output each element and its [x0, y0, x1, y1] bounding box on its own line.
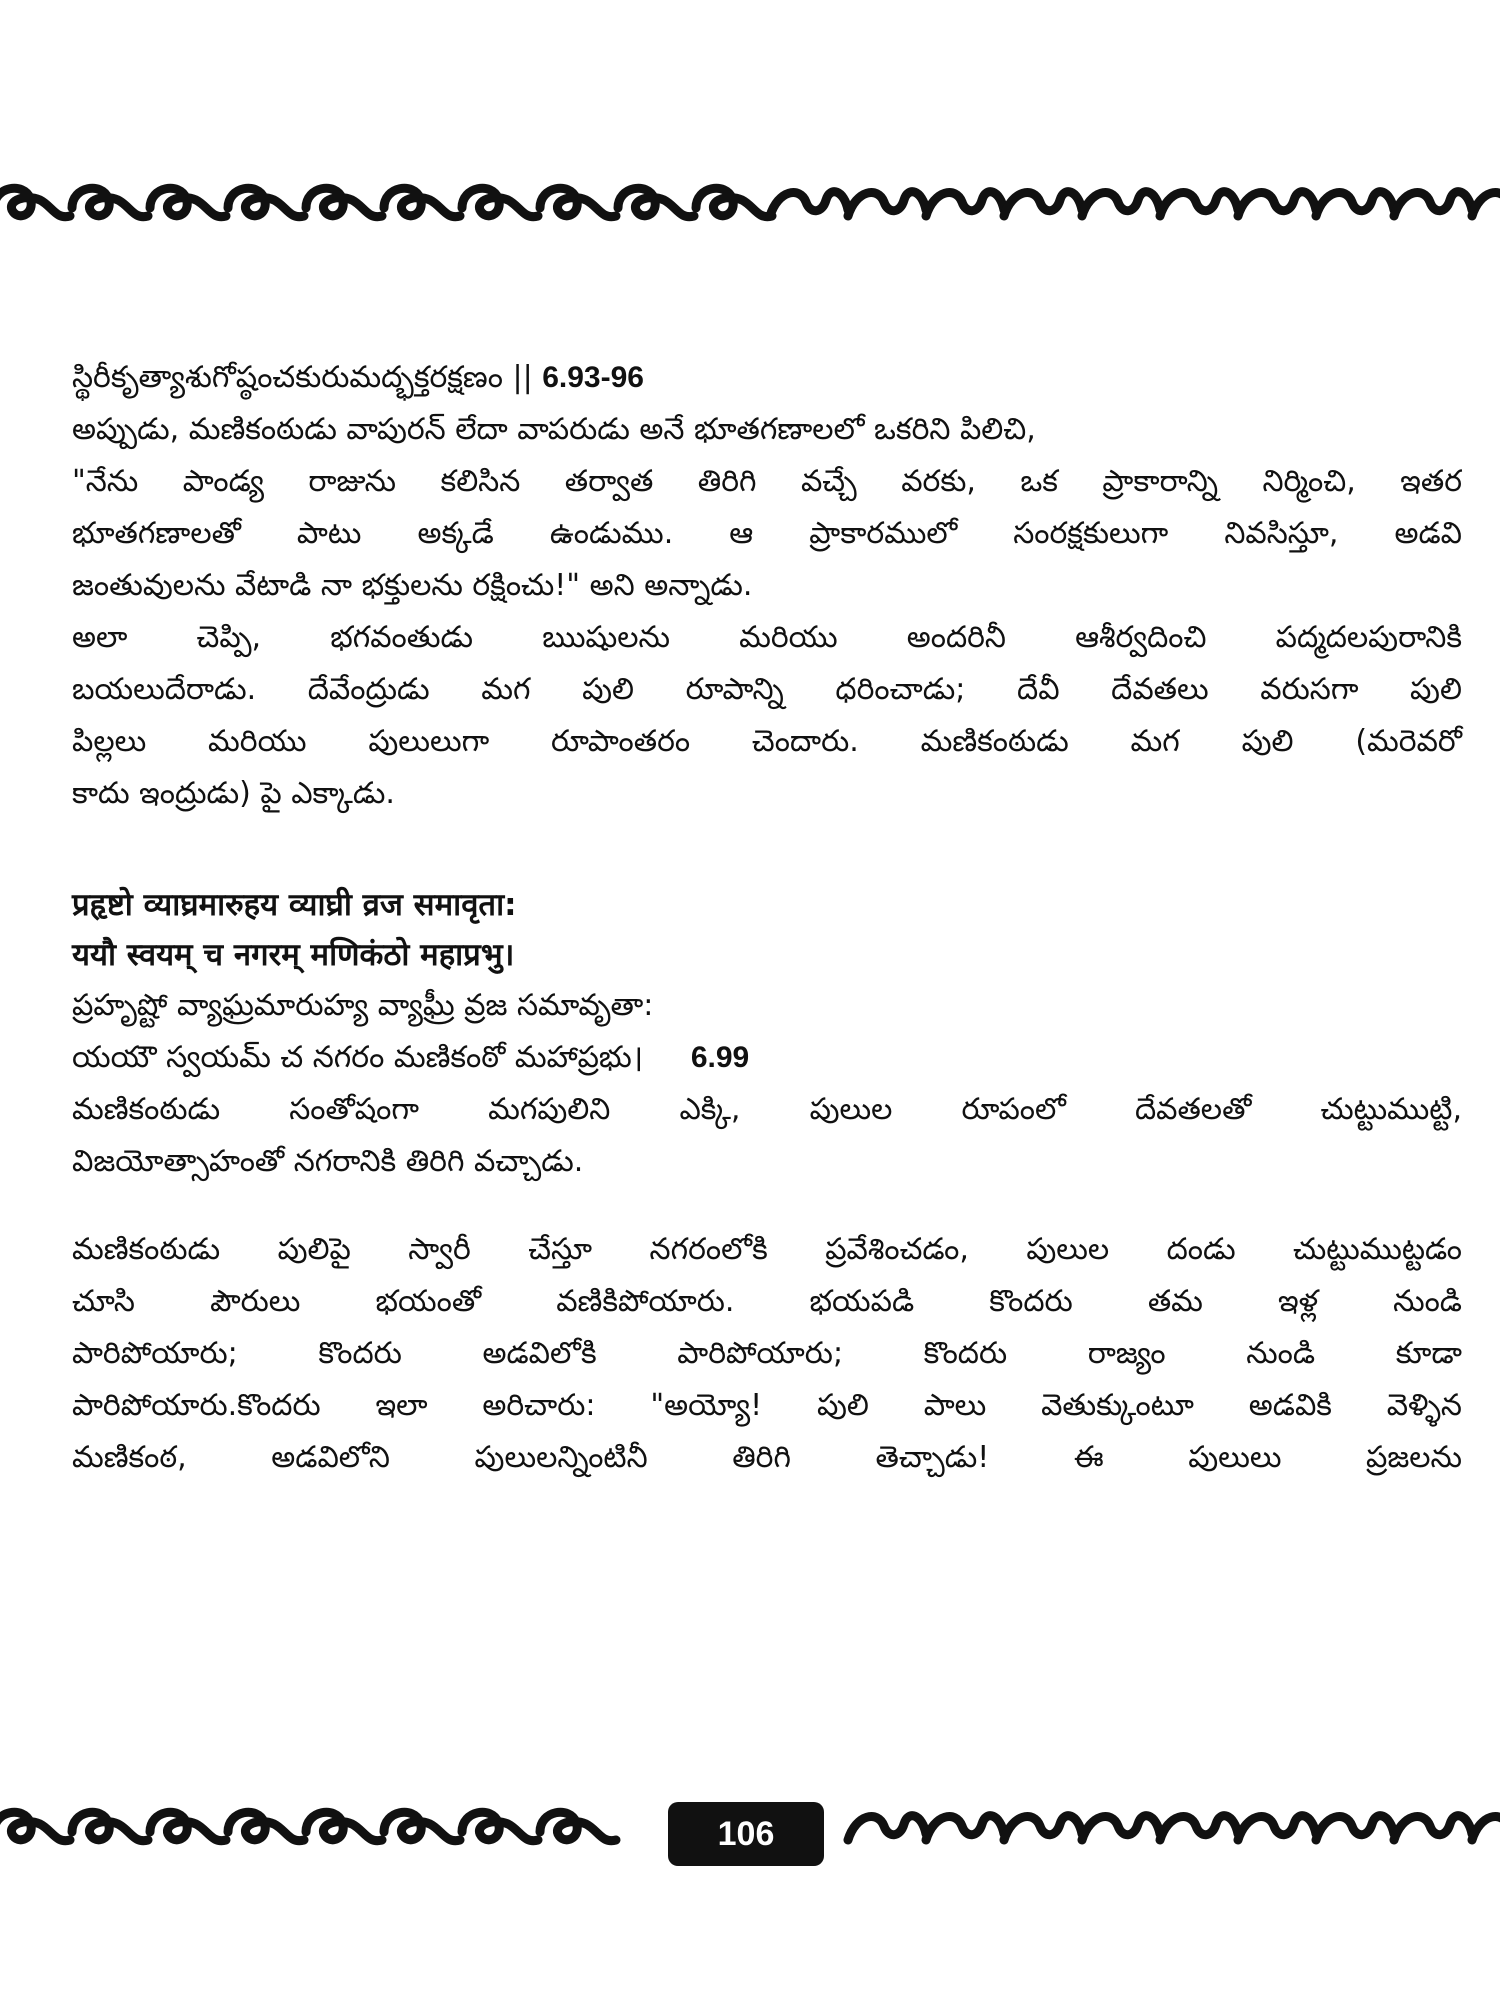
paragraph-4-line: మణికంఠుడు పులిపై స్వారీ చేస్తూ నగరంలోకి ప్రవేశించడం, పులుల దండు చుట్టుముట్టడం	[72, 1232, 1462, 1267]
border-ornament-11	[848, 192, 926, 216]
verse-ref: 6.99	[690, 1041, 750, 1074]
border-ornament-3	[228, 1812, 304, 1840]
border-ornament-17	[1316, 192, 1394, 216]
transliteration-verse	[72, 980, 1462, 1084]
border-ornament-1	[72, 188, 148, 216]
border-ornament-15	[1160, 192, 1238, 216]
border-ornament-13	[1004, 192, 1082, 216]
sanskrit-line: प्रहृष्टो व्याघ्रमारुहय व्याघ्री व्रज समावृता:	[72, 887, 517, 923]
border-ornament-15	[1160, 1816, 1238, 1840]
heading-line	[72, 352, 1462, 404]
transliteration-text: యయౌ స్వయమ్ చ నగరం మణికంఠో మహాప్రభు।	[72, 1040, 644, 1075]
border-ornament-18	[1394, 1816, 1472, 1840]
spacer	[72, 1188, 1462, 1224]
border-ornament-9	[696, 188, 772, 216]
border-ornament-12	[926, 1816, 1004, 1840]
page-content	[72, 352, 1462, 1484]
border-ornament-19	[1472, 192, 1500, 216]
border-ornament-17	[1316, 1816, 1394, 1840]
border-ornament-0	[0, 188, 70, 216]
transliteration-line	[72, 1032, 1462, 1084]
heading-verse-ref: 6.93-96	[542, 361, 644, 394]
border-ornament-2	[150, 188, 226, 216]
paragraph-4-line: పారిపోయారు.కొందరు ఇలా అరిచారు: "అయ్యో! పులి పాలు వెతుక్కుంటూ అడవికి వెళ్ళిన	[72, 1388, 1462, 1423]
paragraph-3	[72, 1084, 1462, 1188]
paragraph-2	[72, 612, 1462, 820]
border-ornament-4	[306, 188, 382, 216]
border-ornament-6	[462, 1812, 538, 1840]
paragraph-3-line: విజయోత్సాహంతో నగరానికి తిరిగి వచ్చాడు.	[72, 1144, 584, 1179]
page-number-badge: 106	[668, 1802, 824, 1866]
paragraph-2-line: కాదు ఇంద్రుడు) పై ఎక్కాడు.	[72, 776, 395, 811]
border-ornament-11	[848, 1816, 926, 1840]
border-ornament-19	[1472, 1816, 1500, 1840]
border-ornament-8	[618, 188, 694, 216]
border-ornament-0	[0, 1812, 70, 1840]
border-ornament-5	[384, 188, 460, 216]
paragraph-4	[72, 1224, 1462, 1484]
border-ornament-10	[770, 192, 848, 216]
paragraph-2-line: పిల్లలు మరియు పులులుగా రూపాంతరం చెందారు. మణికంఠుడు మగ పులి (మరెవరో	[72, 724, 1462, 759]
sanskrit-line: ययौ स्वयम् च नगरम् मणिकंठो महाप्रभु।	[72, 937, 515, 973]
border-ornament-4	[306, 1812, 382, 1840]
paragraph-1-line: జంతువులను వేటాడి నా భక్తులను రక్షించు!" అని అన్నాడు.	[72, 568, 753, 603]
top-decorative-border	[0, 168, 1500, 238]
border-ornament-7	[540, 1812, 616, 1840]
border-ornament-6	[462, 188, 538, 216]
border-ornament-14	[1082, 192, 1160, 216]
border-ornament-3	[228, 188, 304, 216]
spacer	[72, 820, 1462, 880]
border-ornament-7	[540, 188, 616, 216]
paragraph-3-line: మణికంఠుడు సంతోషంగా మగపులిని ఎక్కి, పులుల రూపంలో దేవతలతో చుట్టుముట్టి,	[72, 1092, 1462, 1127]
heading-text: స్థిరీకృత్యాశుగోష్ఠంచకురుమద్భక్తరక్షణం ||	[72, 360, 533, 395]
paragraph-2-line: అలా చెప్పి, భగవంతుడు ఋషులను మరియు అందరినీ ఆశీర్వదించి పద్మదలపురానికి	[72, 620, 1462, 655]
border-ornament-14	[1082, 1816, 1160, 1840]
border-ornament-2	[150, 1812, 226, 1840]
border-ornament-5	[384, 1812, 460, 1840]
transliteration-line: ప్రహృష్టో వ్యాఘ్రమారుహ్య వ్యాఘ్రీ వ్రజ సమావృతా:	[72, 988, 654, 1023]
border-ornament-16	[1238, 1816, 1316, 1840]
sanskrit-verse	[72, 880, 1462, 980]
border-ornament-16	[1238, 192, 1316, 216]
paragraph-4-line: పారిపోయారు; కొందరు అడవిలోకి పారిపోయారు; కొందరు రాజ్యం నుండి కూడా	[72, 1336, 1462, 1371]
paragraph-1-line: "నేను పాండ్య రాజును కలిసిన తర్వాత తిరిగి వచ్చే వరకు, ఒక ప్రాకారాన్ని నిర్మించి, ఇతర	[72, 464, 1462, 499]
paragraph-2-line: బయలుదేరాడు. దేవేంద్రుడు మగ పులి రూపాన్ని ధరించాడు; దేవీ దేవతలు వరుసగా పులి	[72, 672, 1462, 707]
paragraph-4-line: మణికంఠ, అడవిలోని పులులన్నింటినీ తిరిగి తెచ్చాడు! ఈ పులులు ప్రజలను	[72, 1440, 1462, 1475]
paragraph-1-line: భూతగణాలతో పాటు అక్కడే ఉండుము. ఆ ప్రాకారములో సంరక్షకులుగా నివసిస్తూ, అడవి	[72, 516, 1462, 551]
border-ornament-12	[926, 192, 1004, 216]
paragraph-1-line: అప్పుడు, మణికంఠుడు వాపురన్ లేదా వాపరుడు అనే భూతగణాలలో ఒకరిని పిలిచి,	[72, 412, 1036, 447]
paragraph-1	[72, 404, 1462, 612]
top-border-pattern	[0, 168, 1500, 238]
border-ornament-18	[1394, 192, 1472, 216]
border-ornament-1	[72, 1812, 148, 1840]
paragraph-4-line: చూసి పౌరులు భయంతో వణికిపోయారు. భయపడి కొందరు తమ ఇళ్ల నుండి	[72, 1284, 1462, 1319]
border-ornament-13	[1004, 1816, 1082, 1840]
